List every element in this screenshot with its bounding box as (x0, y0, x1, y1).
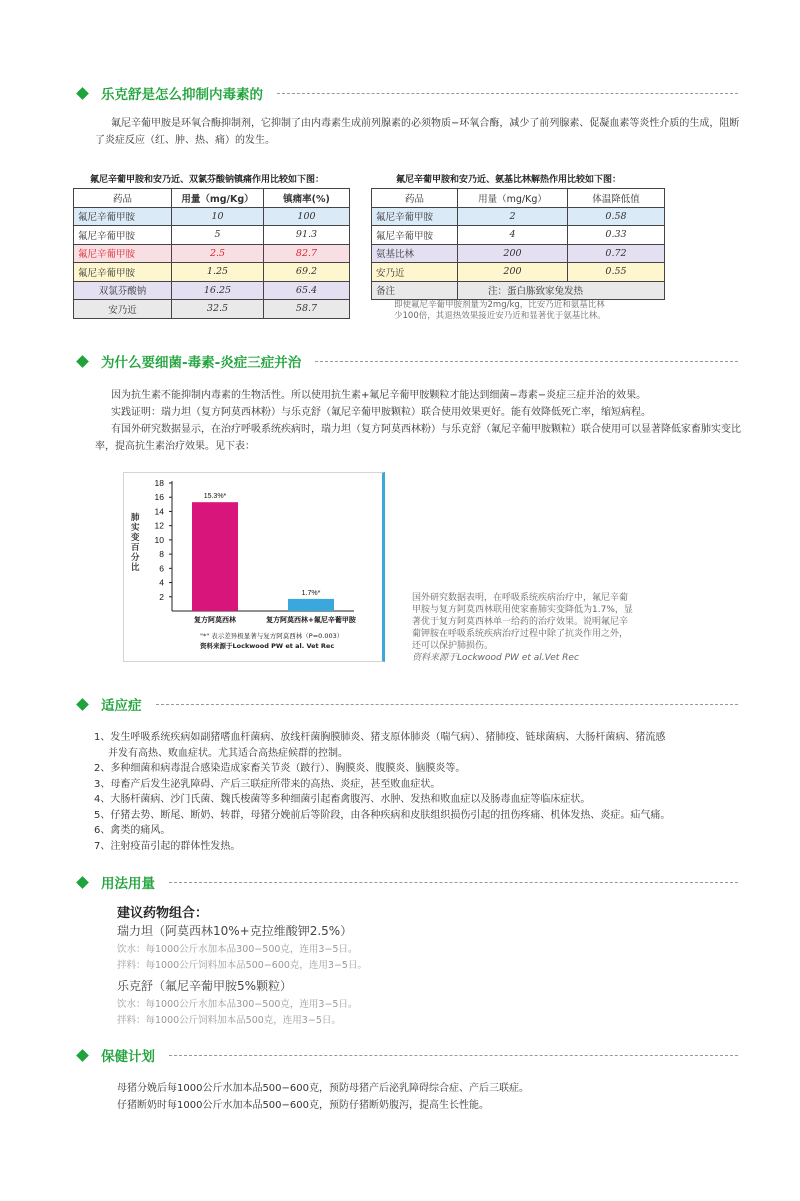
product1-water-dosage: 饮水：每1000公斤水加本品300−500克，连用3−5日。 (117, 944, 358, 955)
cell-dose: 10 (172, 207, 264, 226)
lung-consolidation-chart (123, 472, 385, 662)
cell-drug: 氨基比林 (372, 244, 458, 263)
y-tick-label: 4 (159, 577, 164, 588)
product2-feed-dosage: 拌料：每1000公斤饲料加本品500克，连用3−5日。 (117, 1015, 341, 1026)
chart-axes (155, 478, 354, 611)
triple-treatment-paragraph: 因为抗生素不能抑制内毒素的生物活性。所以使用抗生素+氟尼辛葡甲胺颗粒才能达到细菌−毒素−炎症三症并治的效果。 实践证明：瑞力坦（复方阿莫西林粉）与乐克舒（氟尼辛葡甲胺颗粒）联合使用效果更好。能有效降低死亡率，缩短病程。 有国外研究数据显示，在治疗呼吸系统疾病时，瑞力坦（复方阿莫西林粉）与乐克舒（氟尼辛葡甲胺颗粒）联合使用可以显著降低家畜肺实变比率，提高抗生素治疗效果。见下表： (95, 390, 741, 452)
cell-drug: 氟尼辛葡甲胺 (74, 263, 172, 282)
list-item: 1、发生呼吸系统疾病如副猪嗜血杆菌病、放线杆菌胸膜肺炎、猪支原体肺炎（喘气病）、猪肺疫、链球菌病、大肠杆菌病、猪流感 (94, 732, 666, 743)
table-row (74, 281, 350, 300)
dashed-divider (169, 1055, 738, 1056)
list-item: 4、大肠杆菌病、沙门氏菌、魏氏梭菌等多种细菌引起畜禽腹泻、水肿、发热和败血症以及肠毒血症等临床症状。 (94, 794, 591, 805)
table1-caption: 氟尼辛葡甲胺和安乃近、双氯芬酸钠镇痛作用比较如下图： (90, 175, 325, 185)
col-header: 镇痛率(%) (264, 189, 350, 208)
bar-data-label: 15.3%* (203, 493, 227, 501)
cell-rate: 69.2 (264, 263, 350, 282)
care-plan-text: 母猪分娩后每1000公斤水加本品500−600克，预防母猪产后泌乳障碍综合症、产后三联症。 仔猪断奶时每1000公斤水加本品500−600克，预防仔猪断奶腹泻，提高生长性能。 (117, 1083, 530, 1111)
dashed-divider (156, 704, 739, 705)
dashed-divider (277, 93, 738, 94)
table-row (74, 226, 350, 245)
section-header-care-plan (78, 1045, 738, 1065)
cell-temp: 0.58 (568, 207, 665, 226)
cell-dose: 200 (458, 263, 568, 282)
cell-note-value: 注：蛋白胨致家兔发热 (458, 281, 665, 300)
col-header: 药品 (372, 189, 458, 208)
chart-bars (192, 493, 357, 624)
table-row (74, 300, 350, 319)
cell-rate: 82.7 (264, 244, 350, 263)
cell-temp: 0.72 (568, 244, 665, 263)
list-item: 2、多种细菌和病毒混合感染造成家畜关节炎（跛行）、胸膜炎、腹膜炎、脑膜炎等。 (94, 763, 466, 774)
section-header-indications (78, 694, 738, 714)
y-tick-label: 2 (159, 591, 164, 602)
table2-footnote: 即使氟尼辛葡甲胺剂量为2mg/kg，比安乃近和氨基比林 少100倍，其退热效果接近安乃近和显著优于氨基比林。 (394, 300, 606, 321)
x-category-label: 复方阿莫西林 (194, 616, 236, 624)
chart-footnote-source: 资料来源于Lockwood PW et al. Vet Rec (200, 642, 335, 650)
cell-drug: 安乃近 (74, 300, 172, 319)
table-row (372, 226, 665, 245)
cell-drug: 氟尼辛葡甲胺 (74, 207, 172, 226)
cell-dose: 200 (458, 244, 568, 263)
table-row (372, 244, 665, 263)
analgesic-table (73, 188, 350, 319)
cell-drug: 氟尼辛葡甲胺 (74, 226, 172, 245)
col-header: 用量（mg/Kg） (172, 189, 264, 208)
cell-rate: 58.7 (264, 300, 350, 319)
diamond-bullet-icon (76, 876, 89, 889)
y-tick-label: 14 (154, 506, 164, 517)
table-row (74, 207, 350, 226)
cell-dose: 16.25 (172, 281, 264, 300)
section-title: 乐克舒是怎么抑制内毒素的 (101, 87, 263, 103)
list-item: 5、仔猪去势、断尾、断奶、转群，母猪分娩前后等阶段，由各种疾病和皮肤组织损伤引起的扭伤疼痛、机体发热、炎症。疝气痛。 (94, 809, 671, 821)
y-tick-label: 18 (154, 478, 164, 488)
study-side-note: 国外研究数据表明，在呼吸系统疾病治疗中，氟尼辛葡 甲胺与复方阿莫西林联用使家畜肺实变降低为1.7%，显 著优于复方阿莫西林单一给药的治疗效果。说明氟尼辛 葡钾胺在呼吸系统疾病治疗过程中除了抗炎作用之外， 还可以保护肺损伤。 资料来源于Lockwood PW et al.Vet Rec (412, 593, 633, 663)
cell-rate: 91.3 (264, 226, 350, 245)
section-header-dosage (78, 872, 738, 892)
diamond-bullet-icon (76, 355, 89, 368)
antipyretic-table (371, 188, 665, 300)
cell-drug: 双氯芬酸钠 (74, 281, 172, 300)
table-row (74, 263, 350, 282)
section-header-triple-treatment (78, 351, 738, 371)
cell-dose: 1.25 (172, 263, 264, 282)
y-tick-label: 16 (154, 492, 164, 503)
diamond-bullet-icon (76, 87, 89, 100)
y-tick-label: 8 (159, 549, 164, 560)
col-header: 用量（mg/Kg） (458, 189, 568, 208)
cell-dose: 32.5 (172, 300, 264, 319)
chart-ylabel: 肺实变百分比 (131, 513, 140, 573)
cell-dose: 2.5 (172, 244, 264, 263)
table-row (372, 207, 665, 226)
bar-data-label: 1.7%* (301, 589, 321, 597)
cell-dose: 2 (458, 207, 568, 226)
y-tick-label: 6 (159, 563, 164, 574)
section-title: 适应症 (101, 698, 142, 714)
diamond-bullet-icon (76, 698, 89, 711)
dashed-divider (315, 361, 738, 362)
chart-footnote-significance: "*" 表示差异极显著与复方阿莫西林（P=0.003） (200, 632, 344, 640)
list-item: 6、禽类的痛风。 (94, 825, 171, 836)
col-header: 体温降低值 (568, 189, 665, 208)
section-title: 为什么要细菌-毒素-炎症三症并治 (101, 355, 302, 371)
cell-drug: 安乃近 (372, 263, 458, 282)
cell-drug: 氟尼辛葡甲胺 (372, 226, 458, 245)
section-title: 用法用量 (101, 876, 155, 892)
cell-dose: 5 (172, 226, 264, 245)
cell-temp: 0.55 (568, 263, 665, 282)
product2-water-dosage: 饮水：每1000公斤水加本品300−500克，连用3−5日。 (117, 999, 358, 1010)
x-category-label: 复方阿莫西林+氟尼辛葡甲胺 (266, 616, 356, 624)
cell-temp: 0.33 (568, 226, 665, 245)
combo-title: 建议药物组合： (117, 906, 209, 921)
y-tick-label: 12 (154, 520, 164, 531)
product1-name: 瑞力坦（阿莫西林10%+克拉维酸钾2.5%） (117, 924, 353, 938)
list-item-continued: 并发有高热、败血症状。尤其适合高热症候群的控制。 (108, 747, 348, 759)
section-title: 保健计划 (101, 1049, 155, 1065)
cell-rate: 65.4 (264, 281, 350, 300)
cell-drug: 氟尼辛葡甲胺 (74, 244, 172, 263)
chart-bar (288, 599, 334, 611)
cell-note-label: 备注 (372, 281, 458, 300)
table-row-highlight (74, 244, 350, 263)
table-row-note (372, 281, 665, 300)
section-header-mechanism (78, 83, 738, 103)
list-item: 7、注射疫苗引起的群体性发热。 (94, 840, 241, 852)
intro-paragraph: 氟尼辛葡甲胺是环氧合酶抑制剂，它抑制了由内毒素生成前列腺素的必须物质−环氧合酶，减少了前列腺素、促凝血素等炎性介质的生成，阻断了炎症反应（红、肿、热、痛）的发生。 (95, 118, 740, 146)
diamond-bullet-icon (76, 1049, 89, 1062)
cell-drug: 氟尼辛葡甲胺 (372, 207, 458, 226)
y-tick-label: 10 (154, 534, 164, 545)
table-row (372, 263, 665, 282)
table-header-row (74, 189, 350, 208)
indications-list (94, 730, 734, 854)
chart-bar (192, 502, 238, 611)
table2-caption: 氟尼辛葡甲胺和安乃近、氨基比林解热作用比较如下图： (396, 175, 622, 185)
col-header: 药品 (74, 189, 172, 208)
product1-feed-dosage: 拌料：每1000公斤饲料加本品500−600克，连用3−5日。 (117, 960, 367, 971)
table-header-row (372, 189, 665, 208)
cell-dose: 4 (458, 226, 568, 245)
list-item: 3、母畜产后发生泌乳障碍、产后三联症所带来的高热、炎症，甚至败血症状。 (94, 778, 441, 790)
dashed-divider (169, 882, 738, 883)
product2-name: 乐克舒（氟尼辛葡甲胺5%颗粒） (117, 979, 293, 993)
cell-rate: 100 (264, 207, 350, 226)
